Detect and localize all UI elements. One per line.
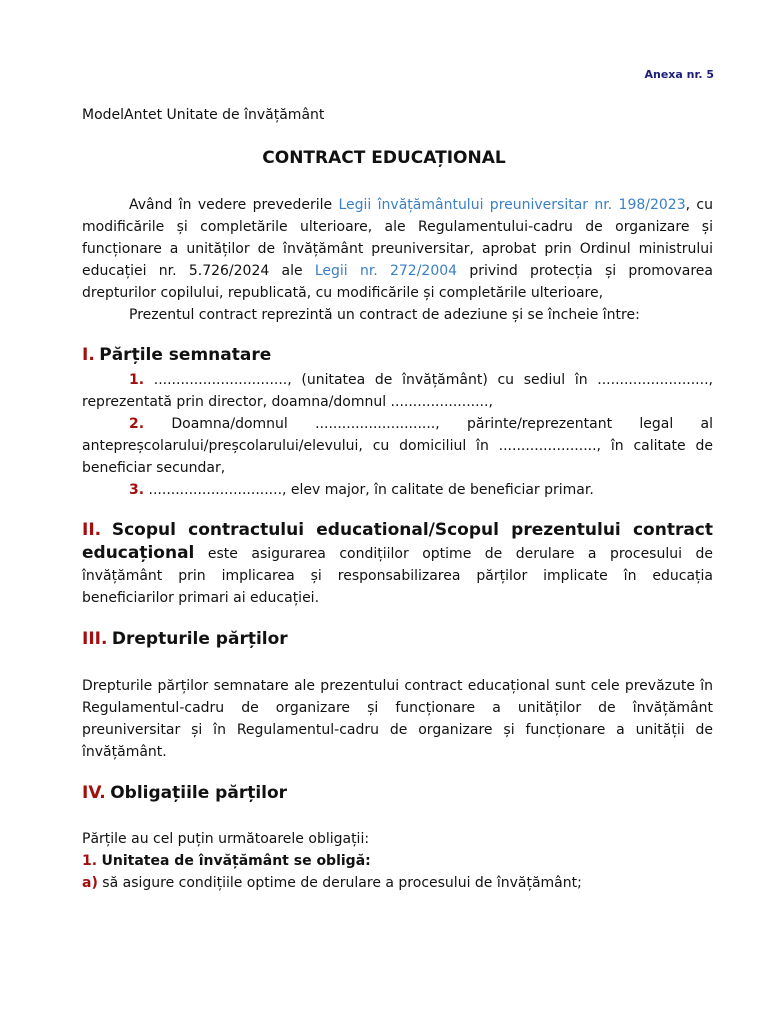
section-2-text: este asigurarea condițiilor optime de derulare a procesului de învățământ prin implicarea și responsabilizarea părților implicate în educația beneficiarilor primari ai educației.: [82, 546, 713, 606]
section-1: [82, 344, 713, 501]
section-4: [82, 782, 713, 805]
law-198-2023-link[interactable]: Legii învățământului preuniversitar nr. 198/2023: [338, 197, 686, 213]
section-3-number: III.: [82, 629, 108, 649]
section-2-paragraph: [82, 519, 713, 609]
section-3-title: Drepturile părților: [111, 629, 288, 649]
section-4-sub-heading: [82, 850, 713, 872]
header-line: ModelAntet Unitate de învățământ: [82, 107, 325, 123]
intro-text-1: Având în vedere prevederile: [129, 197, 339, 213]
section-4-sub-title: Unitatea de învățământ se obligă:: [101, 853, 371, 869]
section-2: [82, 519, 713, 609]
annex-label: Anexa nr. 5: [644, 68, 714, 81]
section-2-title: Scopul contractului educational/Scopul prezentului contract educațional: [82, 520, 714, 563]
intro-paragraph-2: Prezentul contract reprezintă un contract de adeziune și se încheie între:: [129, 307, 640, 323]
document-title: CONTRACT EDUCAȚIONAL: [262, 148, 506, 168]
section-4-body: [82, 828, 713, 894]
section-4-intro: Părțile au cel puțin următoarele obligații:: [82, 831, 370, 847]
law-272-2004-link[interactable]: Legii nr. 272/2004: [314, 263, 458, 279]
section-1-heading: [82, 344, 713, 367]
section-1-number: I.: [82, 345, 95, 365]
party-3-text: .............................., elev major, în calitate de beneficiar primar.: [144, 482, 594, 498]
section-3: [82, 628, 713, 651]
intro-paragraph: [82, 194, 713, 304]
intro-text-3: privind protecția și promovarea drepturilor copilului, republicată, cu modificările și completările ulterioare,: [82, 263, 713, 301]
section-2-number: II.: [82, 520, 102, 540]
party-3-number: 3.: [129, 482, 145, 498]
section-3-text: Drepturile părților semnatare ale prezentului contract educațional sunt cele prevăzute în Regulamentul-cadru de organizare și funcționare a unităților de învățământ preuniversitar și în Regulamentul-cadru de organizare și funcționare a unității de învățământ.: [82, 678, 713, 760]
section-4-title: Obligațiile părților: [110, 783, 288, 803]
intro-block: [82, 194, 713, 326]
intro-text-2: , cu modificările și completările ulterioare, ale Regulamentului-cadru de organizare și funcționare a unităților de învățământ preuniversitar, aprobat prin Ordinul ministrului educației nr. 5.726/2024 ale: [82, 197, 713, 279]
party-1-number: 1.: [129, 372, 145, 388]
section-4-number: IV.: [82, 783, 106, 803]
section-4-sub-number: 1.: [82, 853, 98, 869]
obligation-item-a: [82, 872, 713, 894]
obligation-item-a-text: să asigure condițiile optime de derulare a procesului de învățământ;: [97, 875, 582, 891]
party-1-text: .............................., (unitatea de învățământ) cu sediul în ........................., reprezentată prin director, doamna/domnul ......................,: [82, 372, 713, 410]
party-2: [82, 413, 713, 479]
section-3-body: [82, 675, 713, 763]
section-4-heading: [82, 782, 713, 805]
party-2-number: 2.: [129, 416, 145, 432]
section-3-heading: [82, 628, 713, 651]
section-1-title: Părțile semnatare: [99, 345, 272, 365]
party-1: [82, 369, 713, 413]
obligation-item-a-letter: a): [82, 875, 98, 891]
party-3: [82, 479, 713, 501]
party-2-text: Doamna/domnul ..........................., părinte/reprezentant legal al antepreșcolarului/preșcolarului/elevului, cu domiciliul în ......................, în calitate de beneficiar secundar,: [82, 416, 713, 476]
